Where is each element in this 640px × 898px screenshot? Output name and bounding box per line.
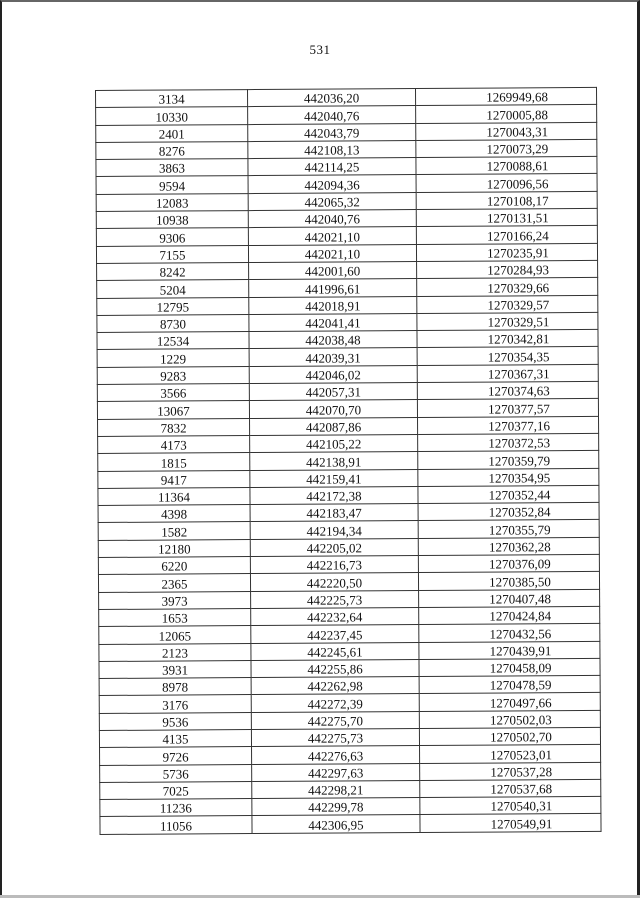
x-coordinate-cell: 442040,76 xyxy=(248,210,416,228)
x-coordinate-cell: 442108,13 xyxy=(248,140,416,158)
x-coordinate-cell: 442237,45 xyxy=(251,625,419,643)
x-coordinate-cell: 442038,48 xyxy=(249,331,417,349)
x-coordinate-cell: 442039,31 xyxy=(249,348,417,366)
point-number-cell: 13067 xyxy=(97,401,249,419)
x-coordinate-cell: 441996,61 xyxy=(249,279,417,297)
point-number-cell: 9726 xyxy=(100,747,252,765)
point-number-cell: 9417 xyxy=(98,470,250,488)
y-coordinate-cell: 1270478,59 xyxy=(419,676,600,694)
x-coordinate-cell: 442205,02 xyxy=(250,538,418,556)
y-coordinate-cell: 1270043,31 xyxy=(416,122,597,140)
point-number-cell: 12065 xyxy=(99,626,251,644)
x-coordinate-cell: 442275,70 xyxy=(251,711,419,729)
y-coordinate-cell: 1270352,84 xyxy=(418,503,599,521)
page-number: 531 xyxy=(309,42,331,57)
point-number-cell: 9283 xyxy=(97,366,249,384)
x-coordinate-cell: 442065,32 xyxy=(248,192,416,210)
y-coordinate-cell: 1270108,17 xyxy=(416,191,597,209)
x-coordinate-cell: 442041,41 xyxy=(249,313,417,331)
point-number-cell: 5736 xyxy=(100,764,252,782)
y-coordinate-cell: 1270235,91 xyxy=(416,243,597,261)
y-coordinate-cell: 1270537,68 xyxy=(420,779,601,797)
x-coordinate-cell: 442306,95 xyxy=(252,815,420,833)
x-coordinate-cell: 442138,91 xyxy=(250,452,418,470)
point-number-cell: 8978 xyxy=(99,678,251,696)
point-number-cell: 4135 xyxy=(99,730,251,748)
x-coordinate-cell: 442183,47 xyxy=(250,504,418,522)
point-number-cell: 2123 xyxy=(99,643,251,661)
x-coordinate-cell: 442299,78 xyxy=(252,798,420,816)
x-coordinate-cell: 442262,98 xyxy=(251,677,419,695)
point-number-cell: 4173 xyxy=(98,435,250,453)
point-number-cell: 9536 xyxy=(99,712,251,730)
point-number-cell: 2401 xyxy=(96,124,248,142)
y-coordinate-cell: 1270088,61 xyxy=(416,157,597,175)
y-coordinate-cell: 1270329,51 xyxy=(417,312,598,330)
x-coordinate-cell: 442114,25 xyxy=(248,158,416,176)
x-coordinate-cell: 442298,21 xyxy=(252,780,420,798)
y-coordinate-cell: 1270458,09 xyxy=(419,658,600,676)
x-coordinate-cell: 442070,70 xyxy=(249,400,417,418)
point-number-cell: 11236 xyxy=(100,799,252,817)
x-coordinate-cell: 442159,41 xyxy=(250,469,418,487)
table-row xyxy=(100,814,601,834)
x-coordinate-cell: 442220,50 xyxy=(250,573,418,591)
y-coordinate-cell: 1270329,66 xyxy=(417,278,598,296)
x-coordinate-cell: 442043,79 xyxy=(248,123,416,141)
y-coordinate-cell: 1270523,01 xyxy=(420,745,601,763)
x-coordinate-cell: 442018,91 xyxy=(249,296,417,314)
y-coordinate-cell: 1270354,95 xyxy=(418,468,599,486)
point-number-cell: 10330 xyxy=(96,107,248,125)
point-number-cell: 7025 xyxy=(100,781,252,799)
point-number-cell: 6220 xyxy=(98,557,250,575)
point-number-cell: 8242 xyxy=(97,263,249,281)
y-coordinate-cell: 1270329,57 xyxy=(417,295,598,313)
point-number-cell: 12534 xyxy=(97,332,249,350)
point-number-cell: 12083 xyxy=(96,193,248,211)
point-number-cell: 11364 xyxy=(98,487,250,505)
point-number-cell: 1815 xyxy=(98,453,250,471)
x-coordinate-cell: 442194,34 xyxy=(250,521,418,539)
x-coordinate-cell: 442275,73 xyxy=(251,729,419,747)
y-coordinate-cell: 1270407,48 xyxy=(419,589,600,607)
x-coordinate-cell: 442172,38 xyxy=(250,486,418,504)
x-coordinate-cell: 442040,76 xyxy=(248,106,416,124)
point-number-cell: 7155 xyxy=(96,245,248,263)
point-number-cell: 12795 xyxy=(97,297,249,315)
y-coordinate-cell: 1269949,68 xyxy=(415,87,596,105)
x-coordinate-cell: 442216,73 xyxy=(250,556,418,574)
point-number-cell: 1582 xyxy=(98,522,250,540)
y-coordinate-cell: 1270374,63 xyxy=(417,381,598,399)
x-coordinate-cell: 442297,63 xyxy=(252,763,420,781)
x-coordinate-cell: 442225,73 xyxy=(251,590,419,608)
point-number-cell: 1653 xyxy=(99,608,251,626)
y-coordinate-cell: 1270354,35 xyxy=(417,347,598,365)
point-number-cell: 9306 xyxy=(96,228,248,246)
y-coordinate-cell: 1270359,79 xyxy=(418,451,599,469)
y-coordinate-cell: 1270362,28 xyxy=(418,537,599,555)
y-coordinate-cell: 1270377,57 xyxy=(417,399,598,417)
point-number-cell: 4398 xyxy=(98,505,250,523)
x-coordinate-cell: 442272,39 xyxy=(251,694,419,712)
point-number-cell: 11056 xyxy=(100,816,252,834)
x-coordinate-cell: 442057,31 xyxy=(249,383,417,401)
x-coordinate-cell: 442105,22 xyxy=(250,434,418,452)
y-coordinate-cell: 1270537,28 xyxy=(420,762,601,780)
x-coordinate-cell: 442021,10 xyxy=(248,227,416,245)
x-coordinate-cell: 442245,61 xyxy=(251,642,419,660)
y-coordinate-cell: 1270131,51 xyxy=(416,209,597,227)
point-number-cell: 10938 xyxy=(96,211,248,229)
y-coordinate-cell: 1270376,09 xyxy=(418,554,599,572)
x-coordinate-cell: 442232,64 xyxy=(251,607,419,625)
y-coordinate-cell: 1270352,44 xyxy=(418,485,599,503)
x-coordinate-cell: 442276,63 xyxy=(252,746,420,764)
point-number-cell: 3973 xyxy=(99,591,251,609)
y-coordinate-cell: 1270497,66 xyxy=(419,693,600,711)
y-coordinate-cell: 1270096,56 xyxy=(416,174,597,192)
y-coordinate-cell: 1270342,81 xyxy=(417,330,598,348)
coordinate-table xyxy=(95,87,602,835)
y-coordinate-cell: 1270424,84 xyxy=(419,606,600,624)
point-number-cell: 2365 xyxy=(98,574,250,592)
point-number-cell: 3566 xyxy=(97,384,249,402)
y-coordinate-cell: 1270372,53 xyxy=(418,433,599,451)
y-coordinate-cell: 1270377,16 xyxy=(418,416,599,434)
y-coordinate-cell: 1270005,88 xyxy=(416,105,597,123)
y-coordinate-cell: 1270549,91 xyxy=(420,814,601,832)
x-coordinate-cell: 442087,86 xyxy=(250,417,418,435)
point-number-cell: 3134 xyxy=(96,90,248,108)
x-coordinate-cell: 442036,20 xyxy=(248,89,416,107)
point-number-cell: 3176 xyxy=(99,695,251,713)
y-coordinate-cell: 1270355,79 xyxy=(418,520,599,538)
y-coordinate-cell: 1270502,03 xyxy=(419,710,600,728)
y-coordinate-cell: 1270502,70 xyxy=(419,727,600,745)
y-coordinate-cell: 1270432,56 xyxy=(419,624,600,642)
point-number-cell: 3931 xyxy=(99,660,251,678)
point-number-cell: 9594 xyxy=(96,176,248,194)
y-coordinate-cell: 1270166,24 xyxy=(416,226,597,244)
point-number-cell: 5204 xyxy=(97,280,249,298)
point-number-cell: 8730 xyxy=(97,314,249,332)
y-coordinate-cell: 1270540,31 xyxy=(420,797,601,815)
y-coordinate-cell: 1270367,31 xyxy=(417,364,598,382)
x-coordinate-cell: 442001,60 xyxy=(249,262,417,280)
point-number-cell: 8276 xyxy=(96,141,248,159)
point-number-cell: 1229 xyxy=(97,349,249,367)
y-coordinate-cell: 1270284,93 xyxy=(417,260,598,278)
x-coordinate-cell: 442255,86 xyxy=(251,659,419,677)
y-coordinate-cell: 1270385,50 xyxy=(418,572,599,590)
x-coordinate-cell: 442046,02 xyxy=(249,365,417,383)
coordinate-table-body xyxy=(96,87,602,834)
y-coordinate-cell: 1270439,91 xyxy=(419,641,600,659)
x-coordinate-cell: 442021,10 xyxy=(248,244,416,262)
point-number-cell: 12180 xyxy=(98,539,250,557)
x-coordinate-cell: 442094,36 xyxy=(248,175,416,193)
point-number-cell: 7832 xyxy=(98,418,250,436)
y-coordinate-cell: 1270073,29 xyxy=(416,139,597,157)
point-number-cell: 3863 xyxy=(96,159,248,177)
